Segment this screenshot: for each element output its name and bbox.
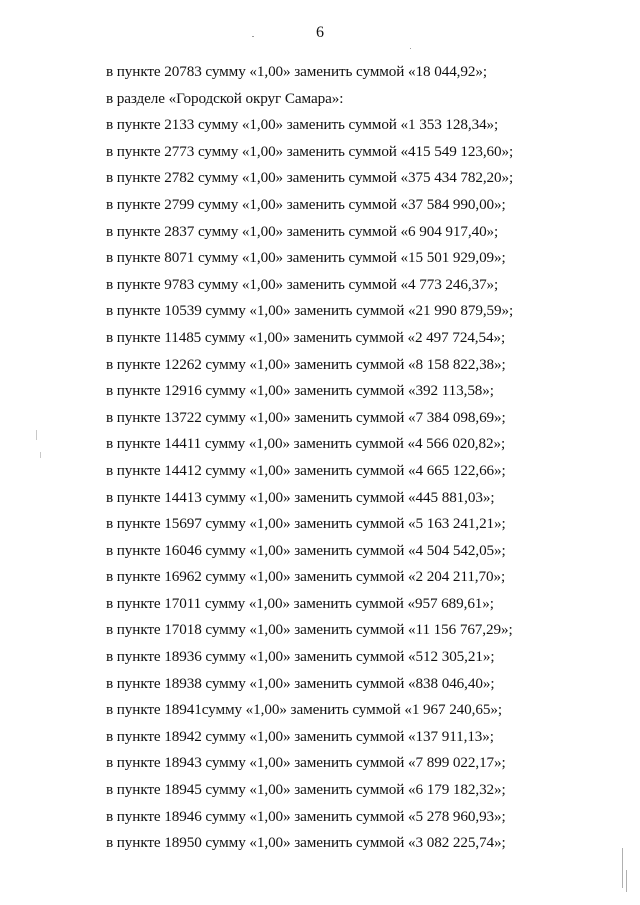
amendment-line: в пункте 18938 сумму «1,00» заменить суммой «838 046,40»; — [106, 674, 495, 692]
amendment-line: в пункте 14412 сумму «1,00» заменить суммой «4 665 122,66»; — [106, 461, 506, 479]
page-number: 6 — [316, 24, 324, 41]
amendment-line: в пункте 18936 сумму «1,00» заменить суммой «512 305,21»; — [106, 648, 495, 666]
scan-edge-mark — [626, 870, 627, 892]
amendment-list — [106, 59, 626, 857]
amendment-line: в пункте 2133 сумму «1,00» заменить суммой «1 353 128,34»; — [106, 116, 499, 134]
amendment-line: в пункте 10539 сумму «1,00» заменить суммой «21 990 879,59»; — [106, 302, 514, 320]
amendment-line: в пункте 18941сумму «1,00» заменить суммой «1 967 240,65»; — [106, 701, 502, 719]
amendment-line: в пункте 9783 сумму «1,00» заменить суммой «4 773 246,37»; — [106, 275, 499, 293]
amendment-line: в пункте 18946 сумму «1,00» заменить суммой «5 278 960,93»; — [106, 807, 506, 825]
amendment-line: в пункте 16962 сумму «1,00» заменить суммой «2 204 211,70»; — [106, 568, 506, 586]
amendment-line: в пункте 17018 сумму «1,00» заменить суммой «11 156 767,29»; — [106, 621, 513, 639]
section-heading: в разделе «Городской округ Самара»: — [106, 89, 344, 107]
scan-edge-mark — [622, 848, 623, 888]
amendment-line: в пункте 11485 сумму «1,00» заменить суммой «2 497 724,54»; — [106, 328, 506, 346]
amendment-line: в пункте 18943 сумму «1,00» заменить суммой «7 899 022,17»; — [106, 754, 506, 772]
scan-speck — [40, 452, 41, 458]
amendment-line: в пункте 13722 сумму «1,00» заменить суммой «7 384 098,69»; — [106, 408, 506, 426]
scan-speck — [410, 48, 411, 49]
amendment-line: в пункте 2773 сумму «1,00» заменить суммой «415 549 123,60»; — [106, 142, 514, 160]
amendment-line: в пункте 14413 сумму «1,00» заменить суммой «445 881,03»; — [106, 488, 495, 506]
amendment-line: в пункте 2782 сумму «1,00» заменить суммой «375 434 782,20»; — [106, 169, 514, 187]
scan-speck — [36, 430, 37, 440]
amendment-line: в пункте 18942 сумму «1,00» заменить суммой «137 911,13»; — [106, 727, 494, 745]
amendment-line: в пункте 18945 сумму «1,00» заменить суммой «6 179 182,32»; — [106, 781, 506, 799]
amendment-line: в пункте 15697 сумму «1,00» заменить суммой «5 163 241,21»; — [106, 515, 506, 533]
amendment-line: в пункте 2837 сумму «1,00» заменить суммой «6 904 917,40»; — [106, 222, 499, 240]
amendment-line: в пункте 12916 сумму «1,00» заменить суммой «392 113,58»; — [106, 382, 494, 400]
amendment-line: в пункте 16046 сумму «1,00» заменить суммой «4 504 542,05»; — [106, 541, 506, 559]
amendment-line: в пункте 17011 сумму «1,00» заменить суммой «957 689,61»; — [106, 594, 494, 612]
scan-speck — [252, 36, 254, 37]
amendment-line: в пункте 20783 сумму «1,00» заменить суммой «18 044,92»; — [106, 63, 487, 80]
amendment-line: в пункте 2799 сумму «1,00» заменить суммой «37 584 990,00»; — [106, 195, 506, 213]
amendment-line: в пункте 18950 сумму «1,00» заменить суммой «3 082 225,74»; — [106, 834, 506, 852]
amendment-line: в пункте 12262 сумму «1,00» заменить суммой «8 158 822,38»; — [106, 355, 506, 373]
amendment-line: в пункте 8071 сумму «1,00» заменить суммой «15 501 929,09»; — [106, 249, 506, 267]
amendment-line: в пункте 14411 сумму «1,00» заменить суммой «4 566 020,82»; — [106, 435, 506, 453]
